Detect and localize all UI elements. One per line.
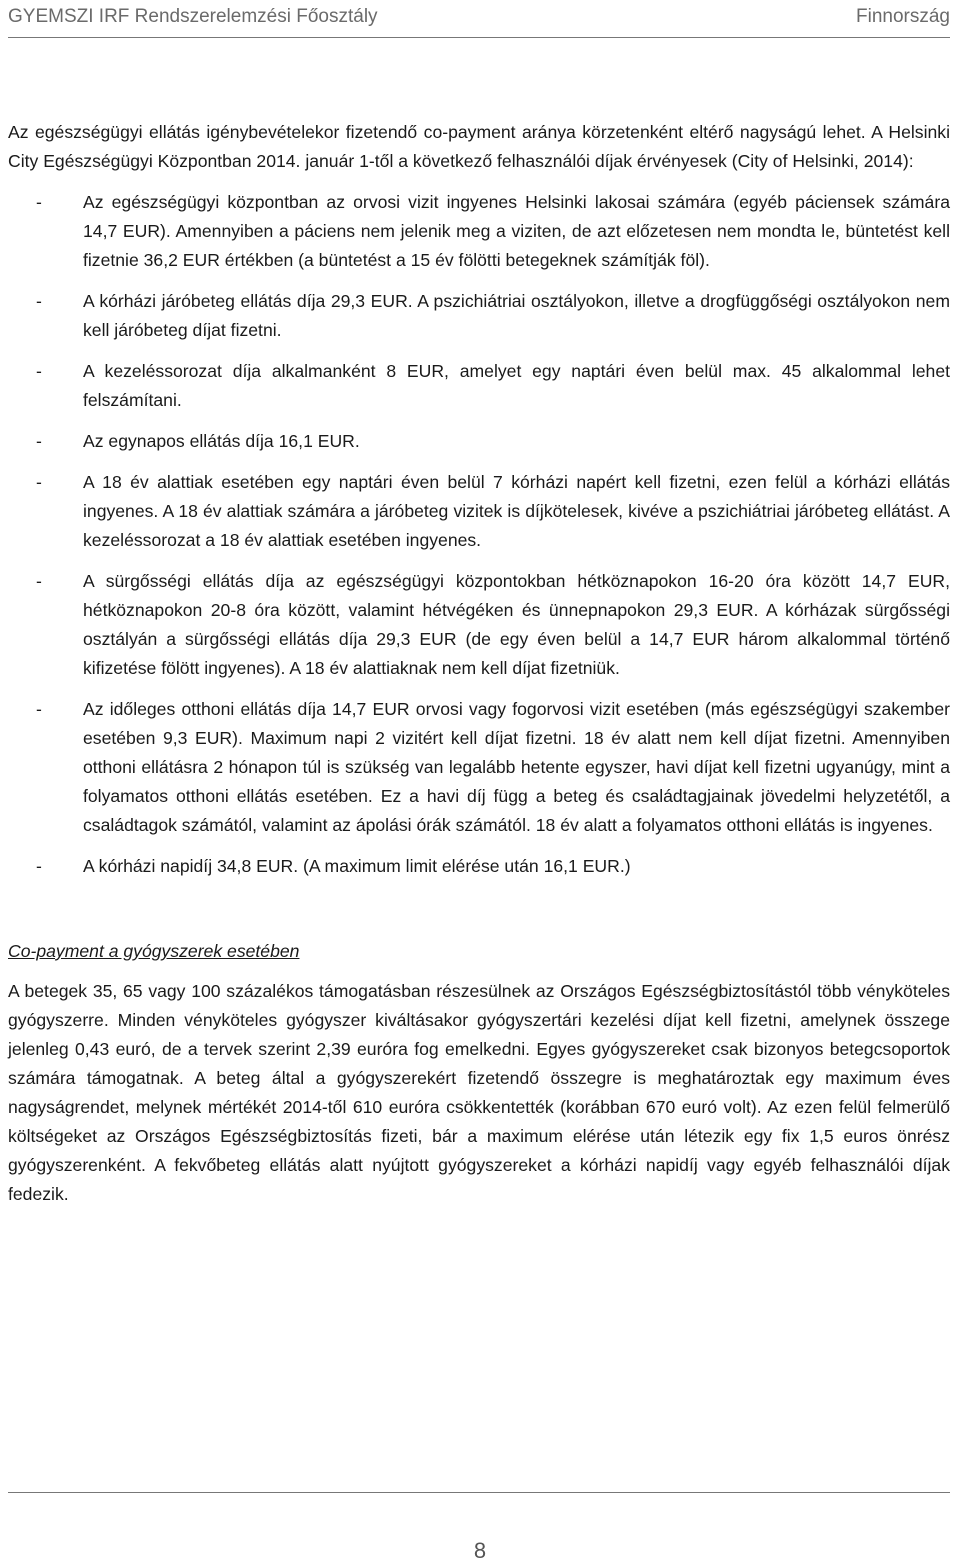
intro-paragraph: Az egészségügyi ellátás igénybevételekor fizetendő co-payment aránya körzetenként eltérő nagyságú lehet. A Helsinki City Egészségügyi Központban 2014. január 1-től a következő felhasználói díjak érvényesek (City of Helsinki, 2014): bbox=[8, 122, 950, 171]
list-item: - Az egészségügyi központban az orvosi vizit ingyenes Helsinki lakosai számára (egyéb páciensek számára 14,7 EUR). Amennyiben a páciens nem jelenik meg a viziten, de azt előzetesen nem mondta le, büntetést kell fizetnie 36,2 EUR értékben (a büntetést a 15 év fölötti betegeknek számítják föl). bbox=[8, 188, 950, 275]
list-item: - Az egynapos ellátás díja 16,1 EUR. bbox=[8, 427, 950, 456]
page-number: 8 bbox=[473, 1538, 487, 1563]
header-country: Finnország bbox=[856, 6, 950, 27]
footer-divider bbox=[8, 1492, 950, 1493]
page-header bbox=[8, 0, 950, 34]
section-paragraph: A betegek 35, 65 vagy 100 százalékos támogatásban részesülnek az Országos Egészségbiztosítástól több vényköteles gyógyszerre. Minden vényköteles gyógyszer kiváltásakor gyógyszertári kezelési díjat kell fizetni, amelynek összege jelenleg 0,43 euró, de a tervek szerint 2,39 euróra fog emelkedni. Egyes gyógyszereket csak bizonyos betegcsoportok számára támogatnak. A beteg által a gyógyszerekért fizetendő összegre is meghatároztak egy maximum éves nagyságrendet, melynek mértékét 2014-től 610 euróra csökkentették (korábban 670 euró volt). Az ezen felül felmerülő költségeket az Országos Egészségbiztosítás fizeti, bár a maximum elérése után létezik egy fix 1,5 euros önrész gyógyszerenként. A fekvőbeteg ellátás alatt nyújtott gyógyszereket a kórházi napidíj vagy egyéb felhasználói díjak fedezik. bbox=[8, 981, 950, 1204]
list-item: - A sürgősségi ellátás díja az egészségügyi központokban hétköznapokon 16-20 óra között 14,7 EUR, hétköznapokon 20-8 óra között, valamint hétvégéken és ünnepnapokon 29,3 EUR. A kórházak sürgősségi osztályán a sürgősségi ellátás díja 29,3 EUR (de egy éven belül a 14,7 EUR három alkalommal történő kifizetése fölött ingyenes). A 18 év alattiaknak nem kell díjat fizetniük. bbox=[8, 567, 950, 683]
list-item: - A kórházi járóbeteg ellátás díja 29,3 EUR. A pszichiátriai osztályokon, illetve a drogfüggőségi osztályokon nem kell járóbeteg díjat fizetni. bbox=[8, 287, 950, 345]
header-org: GYEMSZI IRF Rendszerelemzési Főosztály bbox=[8, 6, 378, 27]
fee-list bbox=[8, 188, 950, 881]
section-heading: Co-payment a gyógyszerek esetében bbox=[8, 941, 300, 961]
list-item: - A 18 év alattiak esetében egy naptári éven belül 7 kórházi napért kell fizetni, ezen felül a kórházi ellátás ingyenes. A 18 év alattiak számára a járóbeteg vizitek is díjkötelesek, kivéve a pszichiátriai járóbeteg ellátást. A kezeléssorozat a 18 év alattiak esetében ingyenes. bbox=[8, 468, 950, 555]
list-item: - A kezeléssorozat díja alkalmanként 8 EUR, amelyet egy naptári éven belül max. 45 alkalommal lehet felszámítani. bbox=[8, 357, 950, 415]
header-divider bbox=[8, 37, 950, 38]
document-body bbox=[8, 118, 950, 1209]
list-item: - Az időleges otthoni ellátás díja 14,7 EUR orvosi vagy fogorvosi vizit esetében (más egészségügyi szakember esetében 9,3 EUR). Maximum napi 2 vizitért kell díjat fizetni. 18 év alatt nem kell díjat fizetni. Amennyiben otthoni ellátásra 2 hónapon túl is szükség van legalább hetente egyszer, havi díjat kell fizetni ugyanúgy, mint a folyamatos otthoni ellátás esetében. Ez a havi díj függ a beteg és családtagjainak jövedelmi helyzetétől, a családtagok számától, valamint az ápolási órák számától. 18 év alatt a folyamatos otthoni ellátás is ingyenes. bbox=[8, 695, 950, 840]
list-item: - A kórházi napidíj 34,8 EUR. (A maximum limit elérése után 16,1 EUR.) bbox=[8, 852, 950, 881]
